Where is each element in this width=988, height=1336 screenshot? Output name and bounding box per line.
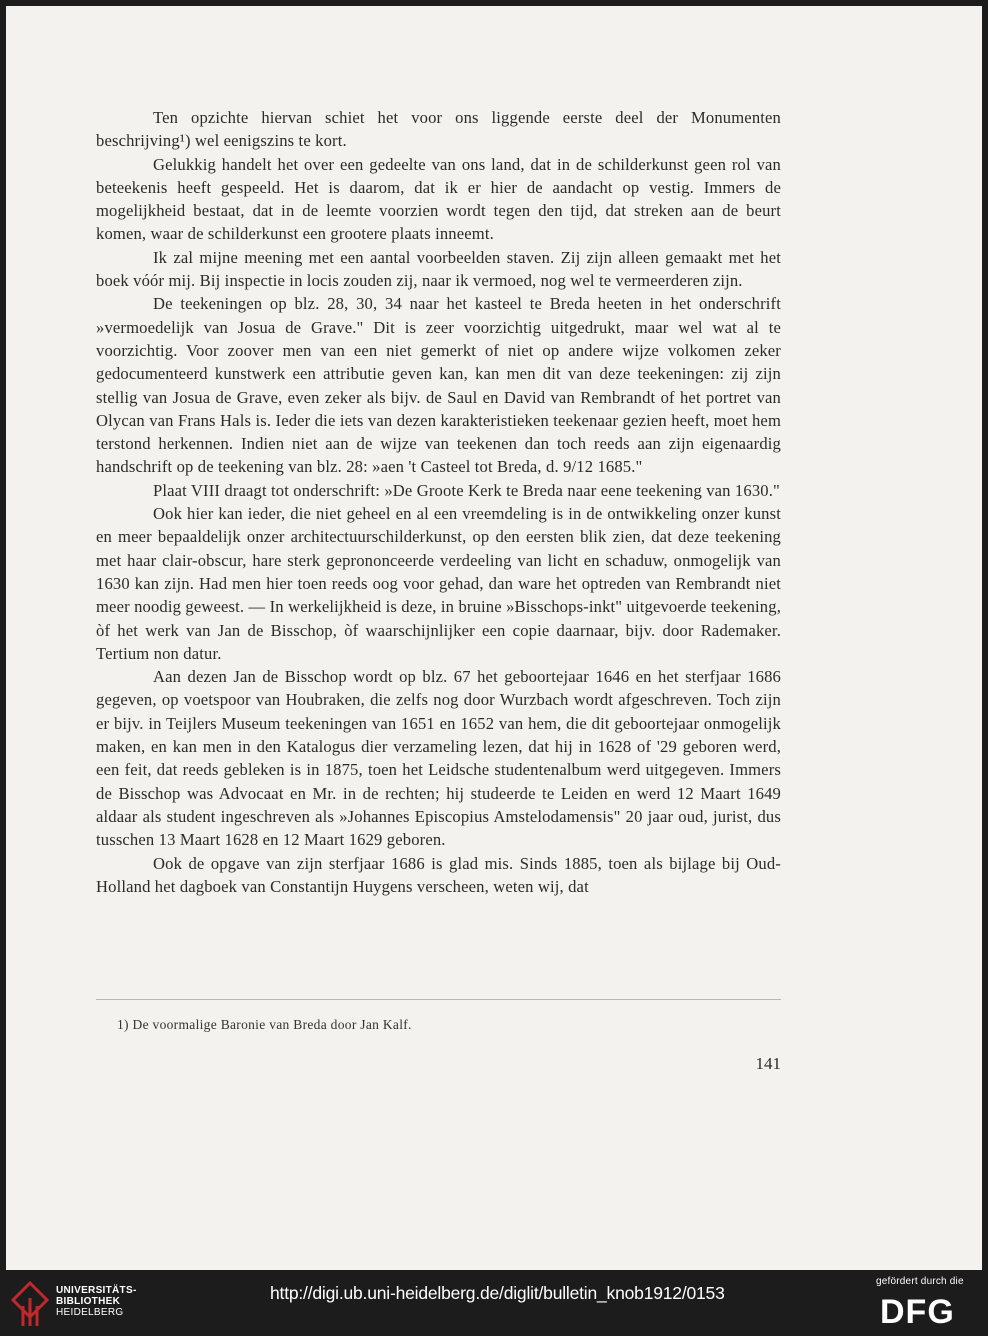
article-body <box>96 106 781 898</box>
paragraph: Ook de opgave van zijn sterfjaar 1686 is glad mis. Sinds 1885, toen als bijlage bij Oud-Holland het dagboek van Constantijn Huygens verscheen, weten wij, dat <box>96 853 781 896</box>
paragraph: Ten opzichte hiervan schiet het voor ons liggende eerste deel der Monumenten beschrijving¹) wel eenigszins te kort. <box>96 108 781 151</box>
page-number: 141 <box>755 1054 781 1073</box>
paragraph: Ik zal mijne meening met een aantal voorbeelden staven. Zij zijn alleen gemaakt met het boek vóór mij. Bij inspectie in locis zouden zij, naar ik vermoed, nog wel te vermeerderen zijn. <box>96 247 781 291</box>
paragraph: Aan dezen Jan de Bisschop wordt op blz. 67 het geboortejaar 1646 en het sterfjaar 1686 gegeven, op voetspoor van Houbraken, die zelfs nog door Wurzbach wordt afgeschreven. Toch zijn er bijv. in Teijlers Museum teekeningen van 1651 en 1652 van hem, die dit geboortejaar onmogelijk maken, en kan men in den Katalogus dier verzameling lezen, dat hij in 1628 of '29 geboren werd, een feit, dat reeds gebleken is in 1875, toen het Leidsche studentenalbum werd uitgegeven. Immers de Bisschop was Advocaat en Mr. in de rechten; hij studeerde te Leiden en werd 12 Maart 1649 aldaar als student ingeschreven als »Johannes Episcopius Amstelodamensis" 20 jaar oud, jurist, dus tusschen 13 Maart 1628 en 12 Maart 1629 geboren. <box>96 667 781 850</box>
paragraph: Plaat VIII draagt tot onderschrift: »De Groote Kerk te Breda naar eene teekening van 1630." <box>153 480 780 500</box>
library-name-line: BIBLIOTHEK <box>56 1296 121 1307</box>
library-name-line: UNIVERSITÄTS- <box>56 1285 137 1296</box>
footnote: 1) De voormalige Baronie van Breda door Jan Kalf. <box>117 1017 412 1032</box>
paragraph: Ook hier kan ieder, die niet geheel en al een vreemdeling is in de ontwikkeling onzer kunst en meer bepaaldelijk onzer architectuurschilderkunst, op den eersten blik zien, dat deze teekening met haar clair-obscur, hare sterk geprononceerde verdeeling van licht en schaduw, onmogelijk van 1630 kan zijn. Had men hier toen reeds oog voor gehad, dan ware het optreden van Rembrandt niet meer noodig geweest. — In werkelijkheid is deze, in bruine »Bisschops-inkt" uitgevoerde teekening, òf het werk van Jan de Bisschop, òf waarschijnlijker een copie daarnaar, bijv. door Rademaker. Tertium non datur. <box>96 504 781 663</box>
funder-label: gefördert durch die <box>876 1276 964 1287</box>
library-name <box>56 1285 137 1318</box>
paragraph: De teekeningen op blz. 28, 30, 34 naar het kasteel te Breda heeten in het onderschrift »vermoedelijk van Josua de Grave." Dit is zeer voorzichtig uitgedrukt, maar wel wat al te voorzichtig. Voor zoover men van een niet gemerkt of niet op andere wijze volkomen zeker gedocumenteerd kunstwerk een attributie geven kan, kan men dit van deze teekeningen: zij zijn stellig van Josua de Grave, even zeker als bijv. de Saul en David van Rembrandt of het portret van Olycan van Frans Hals is. Ieder die iets van dezen karakteristieken teekenaar gezien heeft, moet hem terstond herkennen. Indien niet aan de wijze van teekenen dan toch reeds aan zijn eigenaardig handschrift op de teekening van blz. 28: »aen 't Casteel tot Breda, d. 9/12 1685." <box>96 294 781 477</box>
university-library-logo-icon <box>10 1280 50 1328</box>
dfg-logo-icon: DFG <box>880 1293 955 1331</box>
footnote-divider <box>96 999 781 1000</box>
library-name-line: HEIDELBERG <box>56 1307 124 1318</box>
permalink-url-link[interactable]: http://digi.ub.uni-heidelberg.de/diglit/bulletin_knob1912/0153 <box>270 1283 725 1303</box>
paragraph: Gelukkig handelt het over een gedeelte van ons land, dat in de schilderkunst geen rol van beteekenis heeft gespeeld. Het is daarom, dat ik er hier de aandacht op vestig. Immers de mogelijkheid bestaat, dat in de leemte voorzien wordt tegen den tijd, dat streken aan de beurt komen, waar de schilderkunst een grootere plaats inneemt. <box>96 154 781 244</box>
